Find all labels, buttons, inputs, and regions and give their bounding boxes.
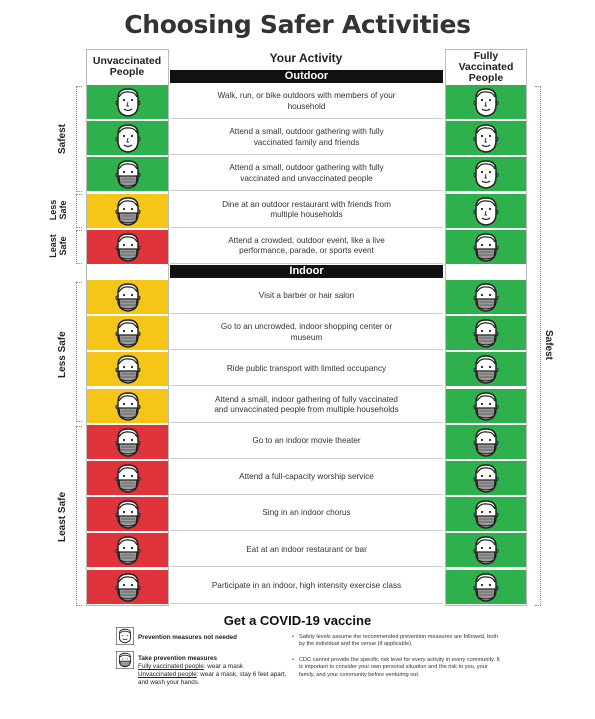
- note-cdc-risk: • CDC cannot provide the specific risk level for every activity in every community. It is important to consider your own personal situation and the risk to you, your family, and your community before venturing out.: [299, 657, 504, 679]
- indoor-row-vaccinated-cell: [446, 461, 526, 495]
- indoor-row-activity-text: Attend a small, indoor gathering of fully vaccinated and unvaccinated people from multiple households: [170, 389, 443, 423]
- legend-take-measures: [138, 655, 298, 687]
- masked-face-icon: [470, 317, 502, 349]
- outdoor-row-unvaccinated-cell: [87, 230, 168, 264]
- vaccinated-column-header: Fully Vaccinated People: [458, 50, 514, 84]
- masked-face-icon: [112, 195, 144, 227]
- masked-face-icon: [470, 462, 502, 494]
- masked-face-icon: [112, 571, 144, 603]
- indoor-row-vaccinated-cell: [446, 280, 526, 314]
- masked-face-icon: [112, 534, 144, 566]
- legend-unvax-label: Unvaccinated people: [138, 671, 197, 678]
- outdoor-row-activity-text: Attend a small, outdoor gathering with fully vaccinated family and friends: [170, 121, 443, 155]
- side-label-least-safe: [48, 230, 68, 262]
- legend-unvaccinated-line: [138, 671, 298, 687]
- indoor-row-activity-text: Eat at an indoor restaurant or bar: [170, 533, 443, 567]
- masked-face-icon: [470, 571, 502, 603]
- indoor-row-activity-text: Ride public transport with limited occupancy: [170, 352, 443, 386]
- right-safest-bracket: [535, 86, 541, 606]
- outdoor-row-vaccinated-cell: [446, 194, 526, 228]
- outdoor-row-unvaccinated-cell: [87, 194, 168, 228]
- indoor-row-unvaccinated-cell: [87, 352, 168, 386]
- masked-face-icon: [470, 390, 502, 422]
- indoor-row-vaccinated-cell: [446, 497, 526, 531]
- indoor-row-unvaccinated-cell: [87, 389, 168, 423]
- masked-face-icon: [112, 317, 144, 349]
- masked-face-icon: [470, 281, 502, 313]
- side-label-least-safe-indoor: Least Safe: [57, 491, 68, 542]
- outdoor-row-activity-text: Attend a small, outdoor gathering with fully vaccinated and unvaccinated people: [170, 157, 443, 191]
- indoor-row-unvaccinated-cell: [87, 280, 168, 314]
- indoor-row-vaccinated-cell: [446, 316, 526, 350]
- outdoor-row-vaccinated-cell: [446, 230, 526, 264]
- less-safe-indoor-bracket: [76, 282, 82, 422]
- activity-column-header: Your Activity: [269, 51, 343, 65]
- masked-face-icon: [112, 158, 144, 190]
- outdoor-section-bar: Outdoor: [170, 70, 443, 83]
- indoor-row-activity-text: Attend a full-capacity worship service: [170, 461, 443, 495]
- masked-face-icon: [112, 498, 144, 530]
- indoor-section-bar: Indoor: [170, 265, 443, 278]
- indoor-row-unvaccinated-cell: [87, 497, 168, 531]
- outdoor-row-activity-text: Attend a crowded, outdoor event, like a live performance, parade, or sports event: [170, 230, 443, 264]
- legend-vax-text: : wear a mask: [203, 663, 244, 670]
- outdoor-row-unvaccinated-cell: [87, 85, 168, 119]
- indoor-row-vaccinated-cell: [446, 533, 526, 567]
- face-icon: [470, 122, 502, 154]
- face-icon: [470, 86, 502, 118]
- no-mask-face-icon: [116, 627, 134, 650]
- mask-face-icon: [116, 651, 134, 674]
- masked-face-icon: [112, 390, 144, 422]
- indoor-row-activity-text: Sing in an indoor chorus: [170, 497, 443, 531]
- page-title: Choosing Safer Activities: [124, 10, 471, 39]
- indoor-row-vaccinated-cell: [446, 570, 526, 604]
- note-safety-levels: • Safety levels assume the recommended prevention measures are followed, both by the individual and the venue (if applicable).: [299, 634, 504, 649]
- side-label-right-safest: Safest: [543, 330, 554, 361]
- legend-unvax-text: : wear a mask, stay 6 feet apart, and wash your hands.: [138, 671, 287, 686]
- legend-vaccinated-line: [138, 663, 298, 671]
- less-safe-bracket: [76, 194, 82, 228]
- vaccine-title: Get a COVID-19 vaccine: [223, 613, 372, 628]
- indoor-row-vaccinated-cell: [446, 389, 526, 423]
- outdoor-row-activity-text: Dine at an outdoor restaurant with friends from multiple households: [170, 194, 443, 228]
- unvaccinated-column-header: Unvaccinated People: [92, 55, 162, 78]
- face-icon: [470, 158, 502, 190]
- face-icon: [470, 195, 502, 227]
- least-safe-indoor-bracket: [76, 426, 82, 606]
- indoor-row-vaccinated-cell: [446, 352, 526, 386]
- masked-face-icon: [112, 281, 144, 313]
- masked-face-icon: [470, 534, 502, 566]
- indoor-row-unvaccinated-cell: [87, 570, 168, 604]
- face-icon: [112, 86, 144, 118]
- indoor-row-activity-text: Go to an indoor movie theater: [170, 425, 443, 459]
- outdoor-row-vaccinated-cell: [446, 157, 526, 191]
- indoor-row-activity-text: Participate in an indoor, high intensity exercise class: [170, 570, 443, 604]
- least-safe-bracket: [76, 230, 82, 264]
- indoor-row-unvaccinated-cell: [87, 316, 168, 350]
- masked-face-icon: [112, 462, 144, 494]
- side-label-less-safe-text: Less Safe: [48, 199, 68, 221]
- indoor-row-activity-text: Go to an uncrowded, indoor shopping center or museum: [170, 316, 443, 350]
- outdoor-row-vaccinated-cell: [446, 121, 526, 155]
- legend-no-measures: [138, 634, 237, 642]
- masked-face-icon: [112, 353, 144, 385]
- indoor-row-unvaccinated-cell: [87, 425, 168, 459]
- masked-face-icon: [470, 498, 502, 530]
- indoor-row-unvaccinated-cell: [87, 461, 168, 495]
- side-label-less-safe-indoor: Less Safe: [57, 331, 68, 378]
- face-icon: [112, 122, 144, 154]
- indoor-row-vaccinated-cell: [446, 425, 526, 459]
- masked-face-icon: [112, 426, 144, 458]
- side-label-least-safe-text: Least Safe: [48, 234, 68, 258]
- masked-face-icon: [470, 426, 502, 458]
- masked-face-icon: [470, 353, 502, 385]
- legend-vax-label: Fully vaccinated people: [138, 663, 204, 670]
- side-label-safest: Safest: [57, 123, 68, 154]
- outdoor-row-unvaccinated-cell: [87, 121, 168, 155]
- indoor-row-unvaccinated-cell: [87, 533, 168, 567]
- outdoor-row-vaccinated-cell: [446, 85, 526, 119]
- legend-take-measures-title: Take prevention measures: [138, 655, 217, 662]
- side-label-less-safe: [48, 196, 68, 224]
- indoor-row-activity-text: Visit a barber or hair salon: [170, 280, 443, 314]
- masked-face-icon: [470, 231, 502, 263]
- safest-bracket: [76, 86, 82, 192]
- outdoor-row-unvaccinated-cell: [87, 157, 168, 191]
- masked-face-icon: [112, 231, 144, 263]
- legend-no-measures-text: Prevention measures not needed: [138, 634, 238, 641]
- outdoor-row-activity-text: Walk, run, or bike outdoors with members of your household: [170, 85, 443, 119]
